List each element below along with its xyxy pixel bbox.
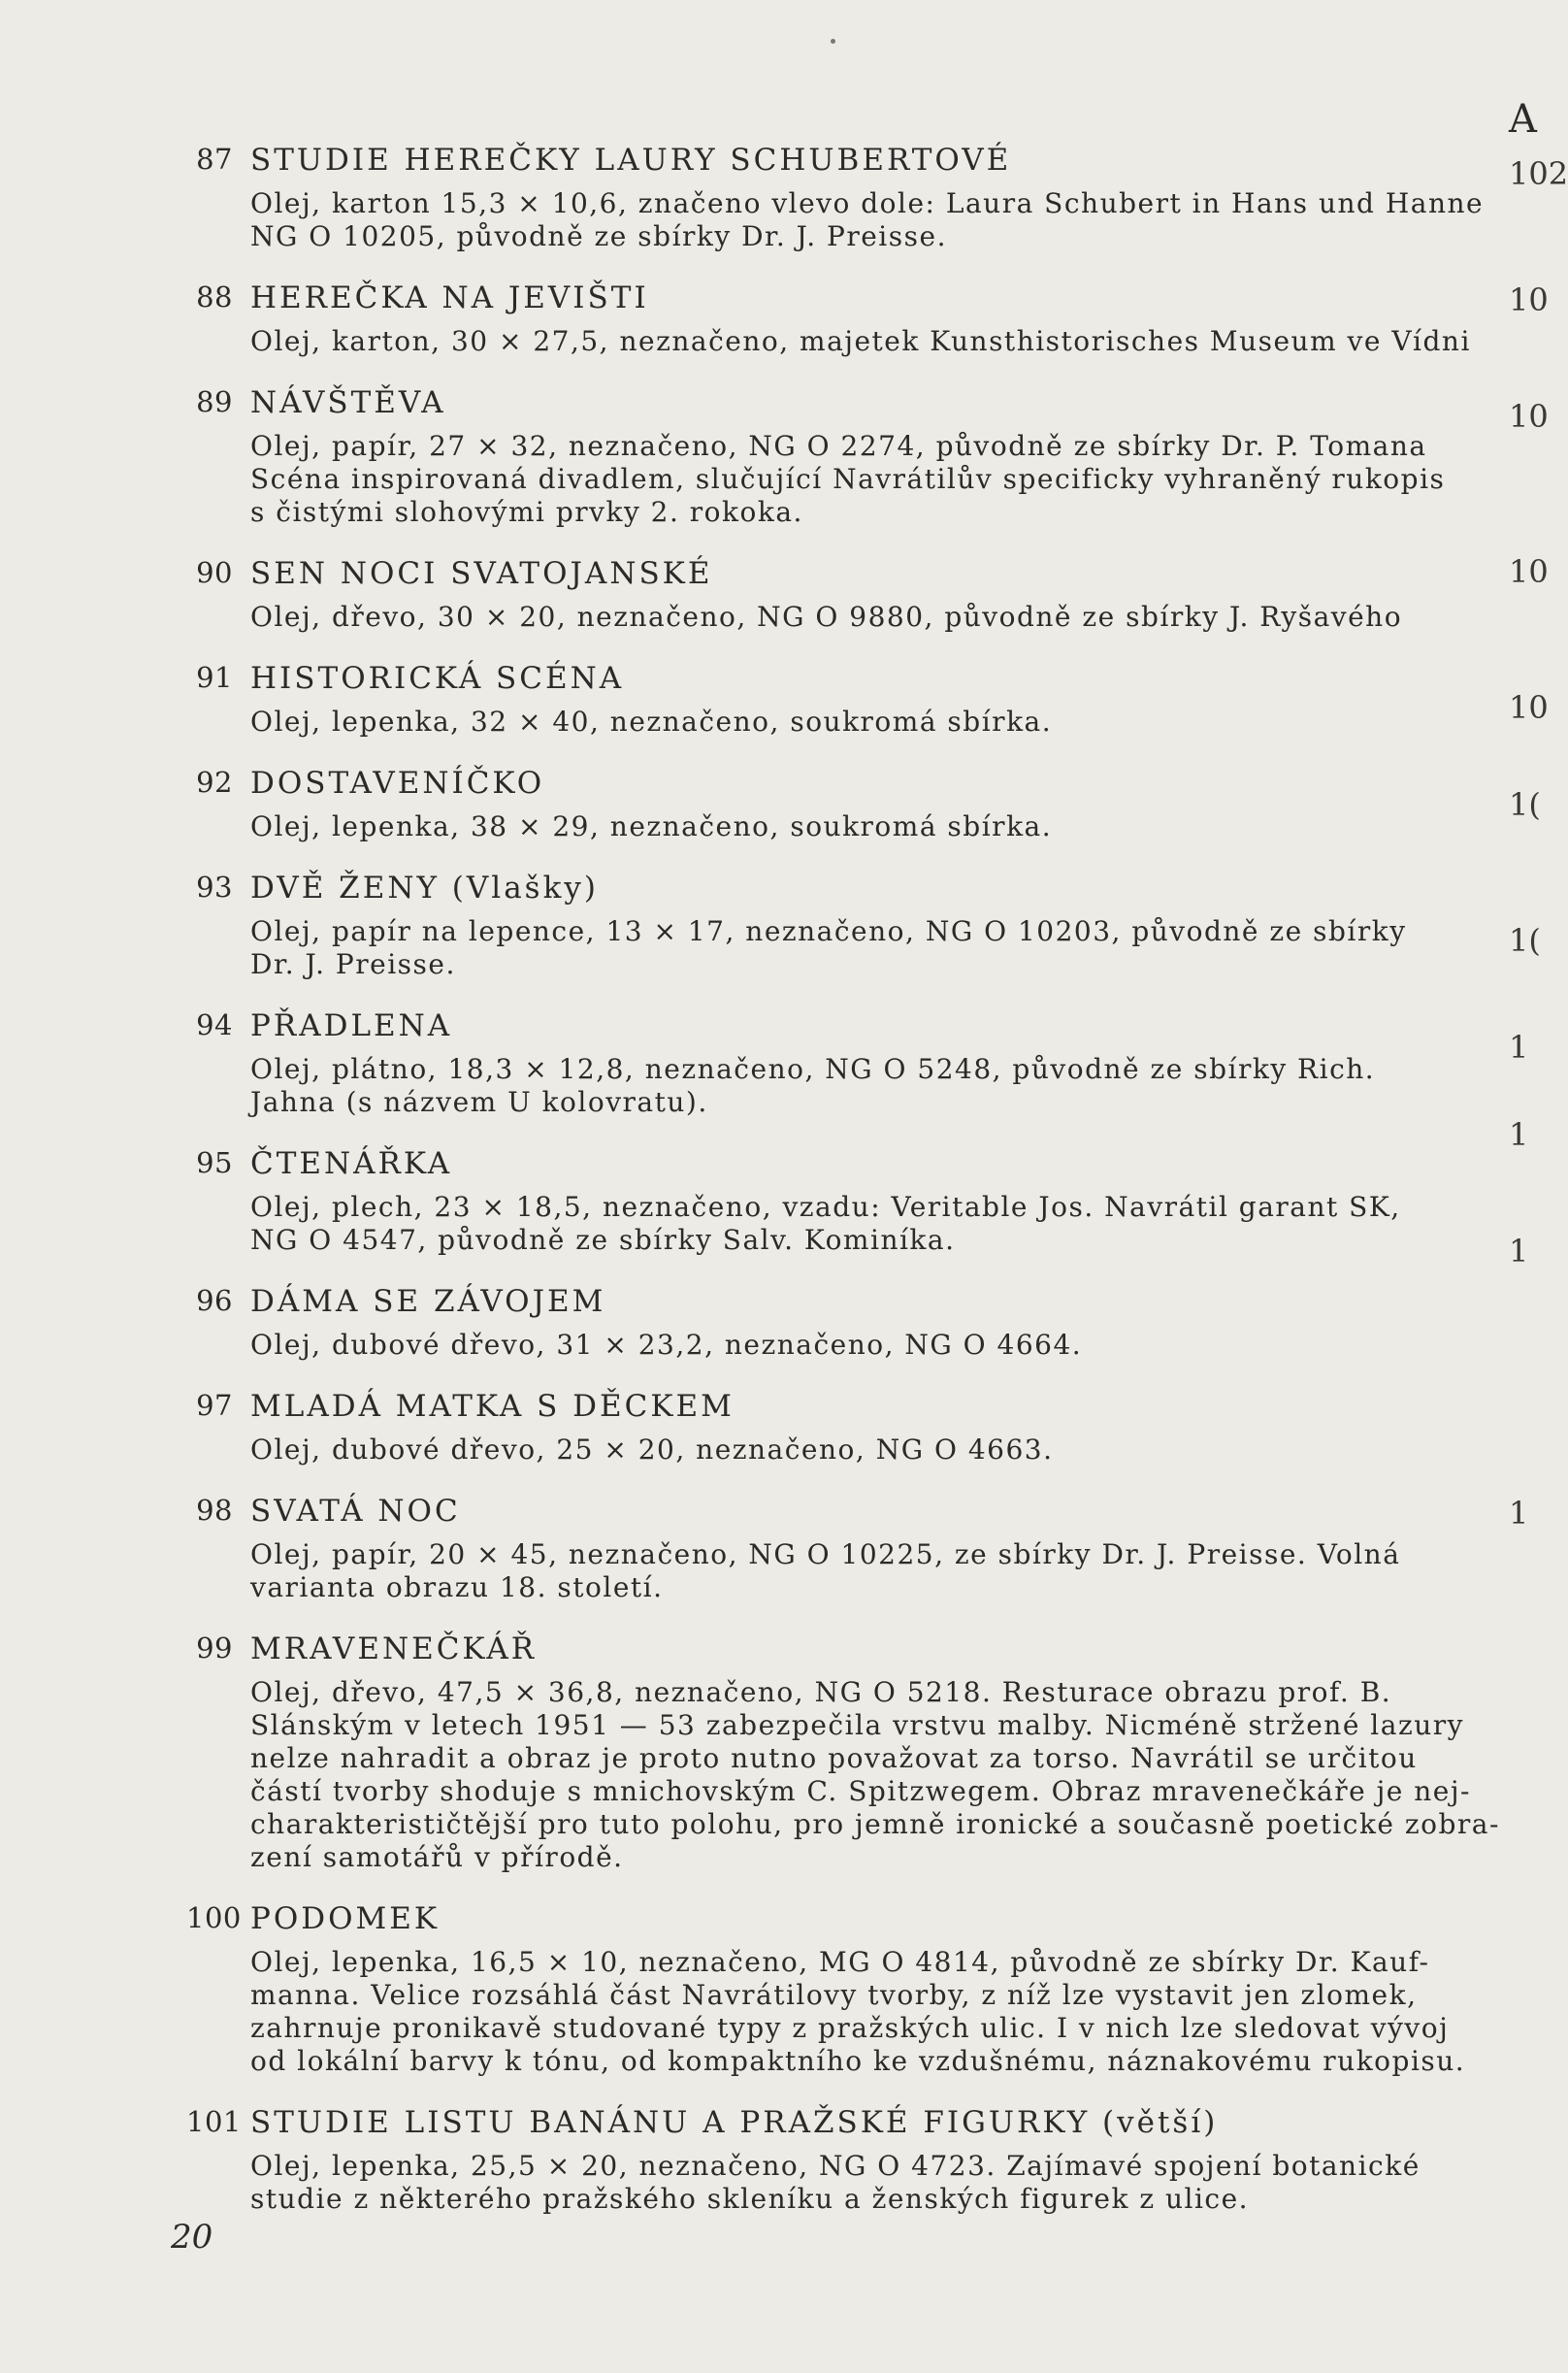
description-line: Olej, papír, 27 × 32, neznačeno, NG O 2274, původně ze sbírky Dr. P. Tomana	[250, 430, 1427, 462]
description-line: zahrnuje pronikavě studované typy z pražských ulic. I v nich lze sledovat vývoj	[250, 2012, 1450, 2044]
entry-description	[250, 430, 1514, 529]
catalogue-entry	[0, 383, 1552, 529]
description-line: Olej, lepenka, 16,5 × 10, neznačeno, MG O 4814, původně ze sbírky Dr. Kauf-	[250, 1946, 1430, 1978]
description-line: Olej, lepenka, 38 × 29, neznačeno, soukromá sbírka.	[250, 810, 1053, 842]
description-line: studie z některého pražského skleníku a ženských figurek z ulice.	[250, 2183, 1250, 2215]
catalogue-entry	[0, 1630, 1552, 1874]
print-speck	[831, 39, 835, 44]
catalogue-entry	[0, 1492, 1552, 1604]
entry-title: DVĚ ŽENY (Vlašky)	[250, 871, 599, 906]
description-line: Olej, plech, 23 × 18,5, neznačeno, vzadu: Veritable Jos. Navrátil garant SK,	[250, 1191, 1401, 1223]
entry-description	[250, 915, 1514, 981]
catalogue-entry	[0, 1144, 1552, 1257]
entry-description	[250, 1329, 1514, 1362]
entry-title: HISTORICKÁ SCÉNA	[250, 661, 625, 696]
entry-title: HEREČKA NA JEVIŠTI	[250, 280, 649, 315]
entry-number: 90	[196, 556, 233, 589]
entry-title: PŘADLENA	[250, 1008, 453, 1043]
entry-description	[250, 325, 1514, 358]
description-line: Olej, papír na lepence, 13 × 17, neznačeno, NG O 10203, původně ze sbírky	[250, 915, 1407, 947]
entry-number: 87	[196, 143, 233, 176]
description-line: Olej, dubové dřevo, 25 × 20, neznačeno, NG O 4663.	[250, 1434, 1054, 1466]
entry-number: 92	[196, 766, 233, 799]
entry-description	[250, 601, 1514, 634]
margin-mark: 1	[1509, 1233, 1529, 1269]
margin-mark: 1(	[1509, 786, 1541, 823]
description-line: zení samotářů v přírodě.	[250, 1841, 624, 1873]
catalogue-entry	[0, 141, 1552, 253]
description-line: Olej, karton 15,3 × 10,6, značeno vlevo dole: Laura Schubert in Hans und Hanne	[250, 187, 1485, 219]
entry-title: STUDIE HEREČKY LAURY SCHUBERTOVÉ	[250, 143, 1012, 178]
entry-number: 99	[196, 1631, 233, 1664]
entry-description	[250, 1946, 1514, 2078]
catalogue-entry	[0, 1006, 1552, 1119]
description-line: NG O 10205, původně ze sbírky Dr. J. Preisse.	[250, 220, 947, 252]
description-line: Dr. J. Preisse.	[250, 948, 456, 980]
entry-number: 89	[196, 385, 233, 418]
margin-mark: 102	[1509, 155, 1568, 192]
entry-title: SVATÁ NOC	[250, 1494, 461, 1529]
catalogue-entry	[0, 554, 1552, 634]
entry-description	[250, 706, 1514, 739]
description-line: Olej, dřevo, 30 × 20, neznačeno, NG O 9880, původně ze sbírky J. Ryšavého	[250, 601, 1403, 633]
description-line: NG O 4547, původně ze sbírky Salv. Kominíka.	[250, 1224, 956, 1256]
catalogue-entry	[0, 1899, 1552, 2078]
entry-title: DÁMA SE ZÁVOJEM	[250, 1284, 606, 1319]
description-line: Scéna inspirovaná divadlem, slučující Navrátilův specificky vyhraněný rukopis	[250, 463, 1446, 495]
entry-number: 100	[186, 1901, 242, 1934]
entry-description	[250, 187, 1514, 253]
description-line: Olej, dubové dřevo, 31 × 23,2, neznačeno, NG O 4664.	[250, 1329, 1083, 1361]
description-line: Olej, papír, 20 × 45, neznačeno, NG O 10225, ze sbírky Dr. J. Preisse. Volná	[250, 1538, 1401, 1570]
description-line: s čistými slohovými prvky 2. rokoka.	[250, 496, 803, 528]
entry-title: ČTENÁŘKA	[250, 1146, 453, 1181]
margin-mark: 1	[1509, 1495, 1529, 1532]
page-number: 20	[171, 2218, 213, 2257]
description-line: Olej, lepenka, 25,5 × 20, neznačeno, NG O 4723. Zajímavé spojení botanické	[250, 2150, 1421, 2182]
entry-number: 93	[196, 871, 233, 904]
description-line: Olej, karton, 30 × 27,5, neznačeno, majetek Kunsthistorisches Museum ve Vídni	[250, 325, 1471, 357]
margin-mark: 10	[1509, 553, 1549, 590]
entry-description	[250, 1191, 1514, 1257]
margin-mark: 10	[1509, 281, 1549, 318]
entry-number: 96	[196, 1284, 233, 1317]
margin-mark: 1	[1509, 1029, 1529, 1066]
catalogue-entry	[0, 2103, 1552, 2216]
catalogue-entry	[0, 659, 1552, 739]
description-line: varianta obrazu 18. století.	[250, 1571, 664, 1603]
entry-title: PODOMEK	[250, 1901, 441, 1936]
margin-mark: 1(	[1509, 922, 1541, 959]
entry-number: 101	[186, 2105, 242, 2138]
entry-number: 95	[196, 1146, 233, 1179]
description-line: Olej, plátno, 18,3 × 12,8, neznačeno, NG O 5248, původně ze sbírky Rich.	[250, 1053, 1376, 1085]
description-line: Jahna (s názvem U kolovratu).	[250, 1086, 708, 1118]
entry-number: 91	[196, 661, 233, 694]
entry-number: 88	[196, 280, 233, 313]
corner-mark: A	[1509, 97, 1537, 142]
description-line: částí tvorby shoduje s mnichovským C. Spitzwegem. Obraz mravenečkáře je nej-	[250, 1775, 1471, 1807]
margin-mark: 10	[1509, 689, 1549, 726]
catalogue-entry	[0, 1282, 1552, 1362]
entry-description	[250, 1676, 1514, 1874]
description-line: Slánským v letech 1951 — 53 zabezpečila vrstvu malby. Nicméně stržené lazury	[250, 1709, 1464, 1741]
entry-title: SEN NOCI SVATOJANSKÉ	[250, 556, 713, 591]
entry-description	[250, 2150, 1514, 2216]
margin-mark: 1	[1509, 1116, 1529, 1153]
entry-description	[250, 1434, 1514, 1467]
entry-title: DOSTAVENÍČKO	[250, 766, 545, 801]
description-line: manna. Velice rozsáhlá část Navrátilovy tvorby, z níž lze vystavit jen zlomek,	[250, 1979, 1418, 2011]
entry-description	[250, 1053, 1514, 1119]
entry-number: 94	[196, 1008, 233, 1041]
description-line: nelze nahradit a obraz je proto nutno považovat za torso. Navrátil se určitou	[250, 1742, 1418, 1774]
description-line: od lokální barvy k tónu, od kompaktního ke vzdušnému, náznakovému rukopisu.	[250, 2045, 1466, 2077]
description-line: Olej, lepenka, 32 × 40, neznačeno, soukromá sbírka.	[250, 706, 1053, 738]
entry-title: STUDIE LISTU BANÁNU A PRAŽSKÉ FIGURKY (větší)	[250, 2105, 1219, 2140]
catalogue-entry	[0, 764, 1552, 843]
description-line: charakterističtější pro tuto polohu, pro jemně ironické a současně poetické zobra-	[250, 1808, 1500, 1840]
margin-mark: 10	[1509, 398, 1549, 435]
description-line: Olej, dřevo, 47,5 × 36,8, neznačeno, NG O 5218. Resturace obrazu prof. B.	[250, 1676, 1392, 1708]
catalogue-entry	[0, 1387, 1552, 1467]
entry-title: NÁVŠTĚVA	[250, 385, 446, 420]
entry-description	[250, 1538, 1514, 1604]
entry-title: MRAVENEČKÁŘ	[250, 1631, 538, 1666]
entry-number: 97	[196, 1389, 233, 1422]
catalogue-entry	[0, 279, 1552, 358]
catalogue-entry	[0, 869, 1552, 981]
entry-description	[250, 810, 1514, 843]
entry-number: 98	[196, 1494, 233, 1527]
catalogue-entries	[0, 141, 1552, 2241]
entry-title: MLADÁ MATKA S DĚCKEM	[250, 1389, 735, 1424]
